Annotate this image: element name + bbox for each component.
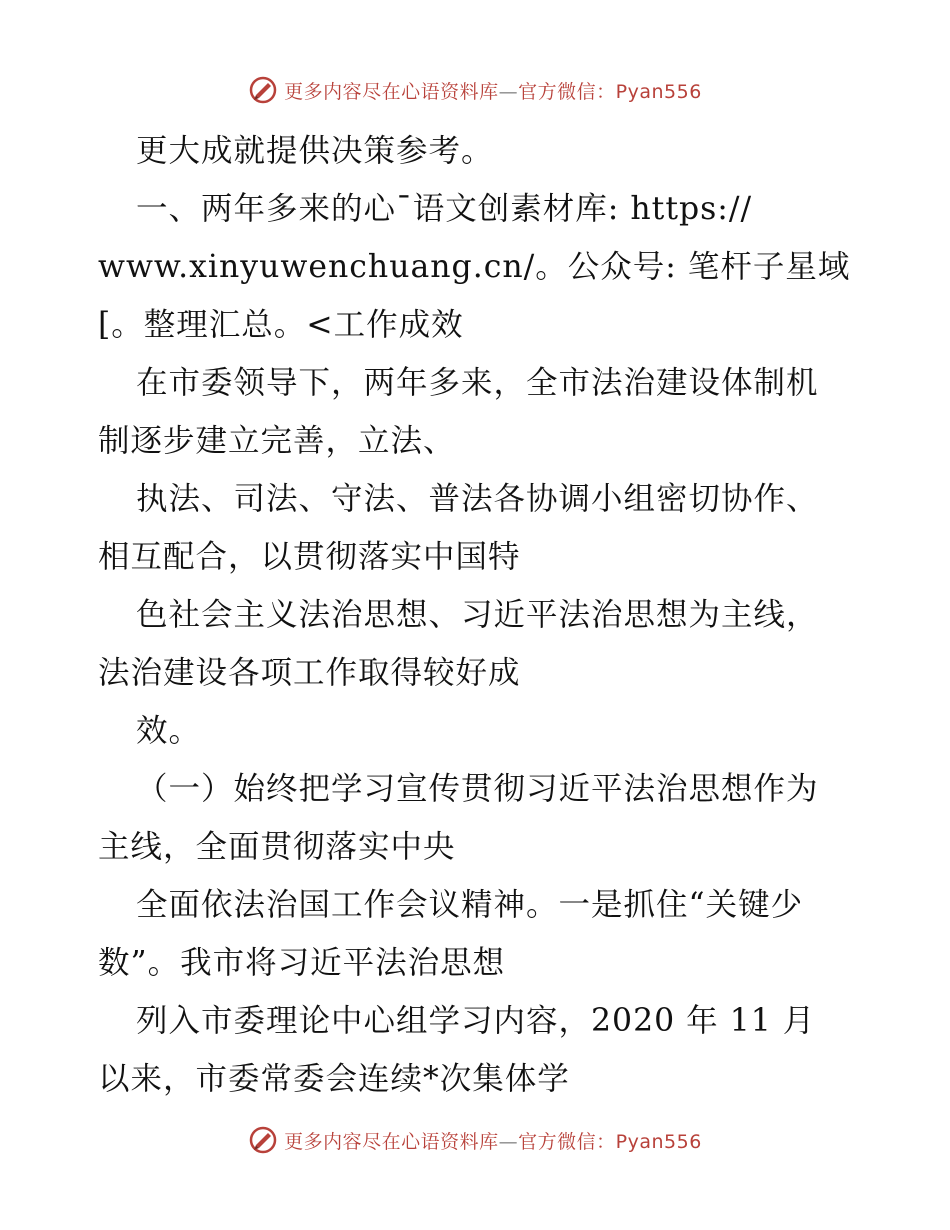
text-line: 法治建设各项工作取得较好成 bbox=[98, 655, 521, 691]
document-body bbox=[98, 122, 858, 1108]
text-line: 数”。我市将习近平法治思想 bbox=[98, 945, 506, 981]
text-line: （一）始终把学习宣传贯彻习近平法治思想作为 bbox=[136, 771, 819, 807]
banner-text bbox=[284, 77, 702, 104]
banner-text bbox=[284, 1127, 702, 1154]
text-line: [。整理汇总。<工作成效 bbox=[98, 307, 464, 343]
text-line: 相互配合，以贯彻落实中国特 bbox=[98, 539, 521, 575]
text-line: 色社会主义法治思想、习近平法治思想为主线， bbox=[136, 597, 819, 633]
text-line: 更大成就提供决策参考。 bbox=[136, 133, 494, 169]
text-line: www.xinyuwenchuang.cn/。公众号: 笔杆子星域 bbox=[98, 249, 851, 285]
banner-dash: — bbox=[498, 80, 519, 103]
text-line: 主线，全面贯彻落实中央 bbox=[98, 829, 456, 865]
text-line: 在市委领导下，两年多来，全市法治建设体制机 bbox=[136, 365, 819, 401]
text-line: 全面依法治国工作会议精神。一是抓住“关键少 bbox=[136, 887, 804, 923]
banner-contact: 官方微信：Pyan556 bbox=[518, 1130, 702, 1153]
footer-banner bbox=[0, 1120, 950, 1160]
text-line: 列入市委理论中心组学习内容，2020 年 11 月 bbox=[136, 1003, 816, 1039]
banner-contact: 官方微信：Pyan556 bbox=[518, 80, 702, 103]
banner-prefix: 更多内容尽在心语资料库 bbox=[284, 80, 499, 103]
header-banner bbox=[0, 70, 950, 110]
logo-icon bbox=[248, 75, 278, 105]
logo-icon bbox=[248, 1125, 278, 1155]
text-line: 效。 bbox=[136, 713, 202, 749]
banner-dash: — bbox=[498, 1130, 519, 1153]
text-line: 制逐步建立完善，立法、 bbox=[98, 423, 456, 459]
banner-prefix: 更多内容尽在心语资料库 bbox=[284, 1130, 499, 1153]
text-line: 以来，市委常委会连续*次集体学 bbox=[98, 1061, 570, 1097]
text-line: 执法、司法、守法、普法各协调小组密切协作、 bbox=[136, 481, 819, 517]
text-line: 一、两年多来的心¯语文创素材库: https:// bbox=[136, 191, 753, 227]
